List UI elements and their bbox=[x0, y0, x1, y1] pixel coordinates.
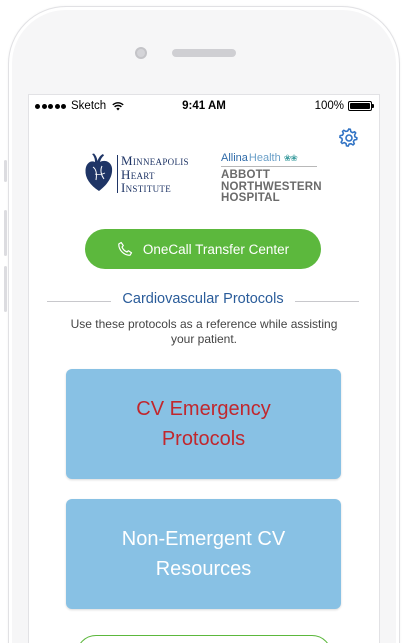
volume-down-button bbox=[4, 266, 7, 312]
mhi-wordmark bbox=[121, 154, 189, 195]
card-label-line-2: Protocols bbox=[161, 428, 246, 450]
mhi-line-2: Heart bbox=[121, 166, 155, 182]
front-camera bbox=[135, 47, 147, 59]
status-bar bbox=[29, 95, 379, 117]
section-heading bbox=[47, 291, 359, 311]
card-label-line-1: Non-Emergent CV bbox=[121, 528, 286, 550]
section-description: Use these protocols as a reference while assisting your patient. bbox=[70, 317, 338, 346]
status-right bbox=[315, 100, 372, 112]
phone-icon bbox=[117, 241, 133, 257]
volume-up-button bbox=[4, 210, 7, 256]
partially-visible-button[interactable] bbox=[76, 635, 332, 643]
allina-brand-a: Allina bbox=[221, 152, 248, 164]
allina-brand bbox=[221, 152, 331, 164]
card-label bbox=[136, 394, 271, 454]
battery-icon bbox=[348, 101, 372, 111]
allina-brand-b: Health bbox=[248, 152, 281, 164]
gear-icon[interactable] bbox=[339, 128, 359, 148]
status-time: 9:41 AM bbox=[182, 100, 226, 112]
non-emergent-cv-resources-card[interactable] bbox=[66, 499, 341, 609]
minneapolis-heart-institute-logo bbox=[84, 153, 194, 201]
allina-health-logo bbox=[221, 152, 331, 207]
section-title: Cardiovascular Protocols bbox=[122, 291, 284, 307]
card-label-line-2: Resources bbox=[155, 558, 252, 580]
card-label bbox=[122, 524, 285, 584]
mhi-line-1: Minneapolis bbox=[121, 153, 189, 168]
onecall-transfer-button[interactable] bbox=[85, 229, 321, 269]
earpiece-speaker bbox=[172, 49, 236, 57]
allina-rule bbox=[221, 166, 317, 167]
battery-percent: 100% bbox=[314, 100, 344, 112]
logo-divider bbox=[117, 155, 118, 193]
carrier-name: Sketch bbox=[71, 100, 107, 112]
leaf-icon: ❀❀ bbox=[283, 152, 297, 163]
hospital-name-line-1: ABBOTT bbox=[221, 169, 271, 181]
mhi-line-3: Institute bbox=[121, 180, 172, 195]
hospital-name-line-3: HOSPITAL bbox=[221, 192, 280, 204]
hospital-name bbox=[221, 170, 331, 205]
heart-icon bbox=[84, 153, 114, 193]
onecall-label: OneCall Transfer Center bbox=[142, 241, 290, 257]
mute-switch bbox=[4, 160, 7, 182]
cv-emergency-protocols-card[interactable] bbox=[66, 369, 341, 479]
app-screen bbox=[28, 94, 380, 643]
card-label-line-1: CV Emergency bbox=[136, 398, 271, 420]
heading-rule-right bbox=[295, 301, 359, 302]
hospital-name-line-2: NORTHWESTERN bbox=[221, 180, 322, 193]
